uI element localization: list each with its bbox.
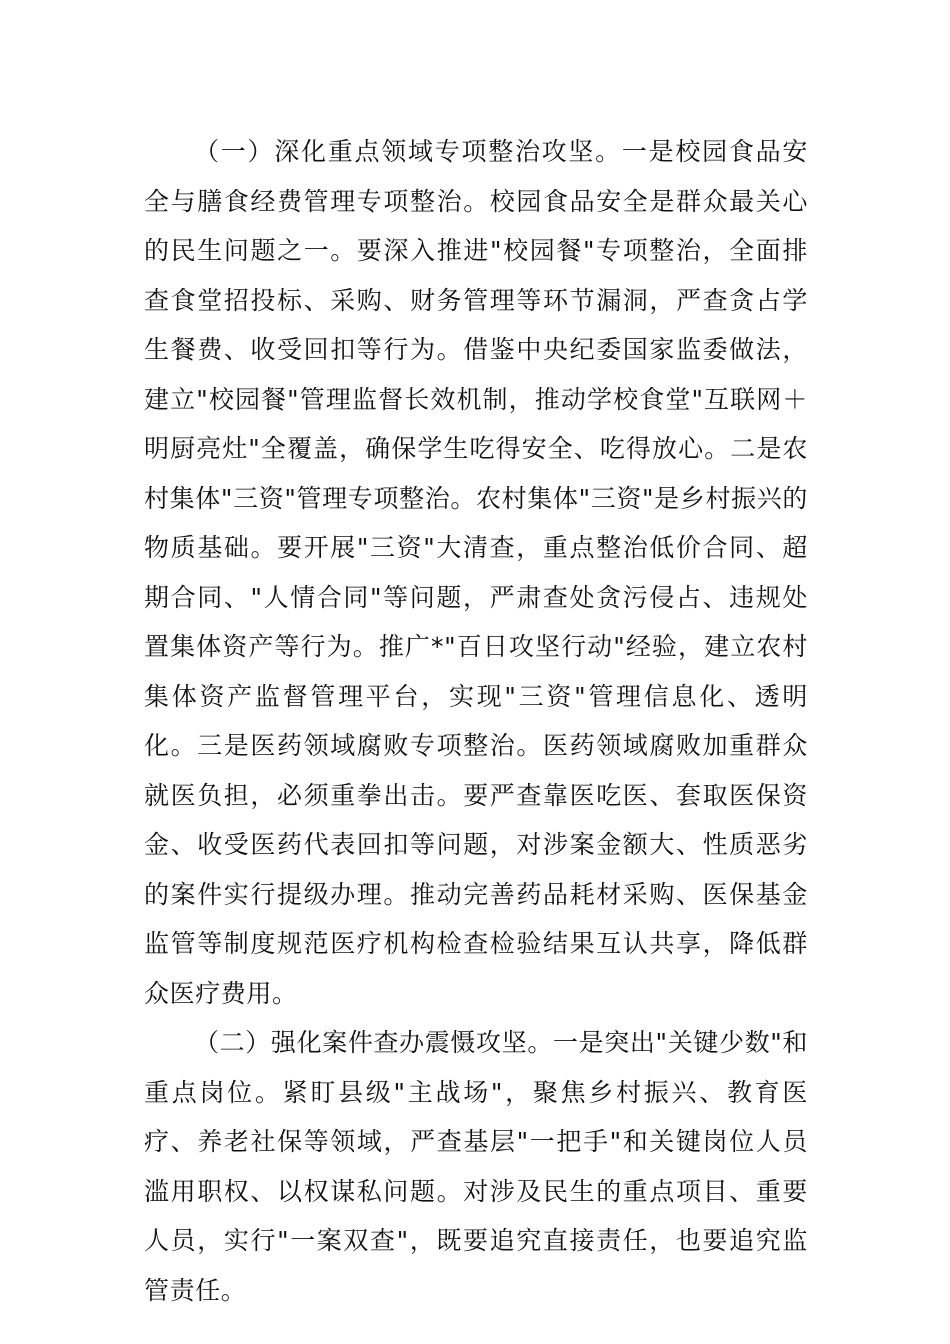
document-body bbox=[144, 127, 808, 1315]
paragraph-case-investigation: （二）强化案件查办震慑攻坚。一是突出"关键少数"和重点岗位。紧盯县级"主战场"，聚焦乡村振兴、教育医疗、养老社保等领域，严查基层"一把手"和关键岗位人员滥用职权、以权谋私问题。对涉及民生的重点项目、重要人员，实行"一案双查"，既要追究直接责任，也要追究监管责任。 bbox=[144, 1028, 808, 1305]
paragraph-special-rectification: （一）深化重点领域专项整治攻坚。一是校园食品安全与膳食经费管理专项整治。校园食品安全是群众最关心的民生问题之一。要深入推进"校园餐"专项整治，全面排查食堂招投标、采购、财务管理等环节漏洞，严查贪占学生餐费、收受回扣等行为。借鉴中央纪委国家监委做法，建立"校园餐"管理监督长效机制，推动学校食堂"互联网＋明厨亮灶"全覆盖，确保学生吃得安全、吃得放心。二是农村集体"三资"管理专项整治。农村集体"三资"是乡村振兴的物质基础。要开展"三资"大清查，重点整治低价合同、超期合同、"人情合同"等问题，严肃查处贪污侵占、违规处置集体资产等行为。推广*"百日攻坚行动"经验，建立农村集体资产监督管理平台，实现"三资"管理信息化、透明化。三是医药领域腐败专项整治。医药领域腐败加重群众就医负担，必须重拳出击。要严查靠医吃医、套取医保资金、收受医药代表回扣等问题，对涉案金额大、性质恶劣的案件实行提级办理。推动完善药品耗材采购、医保基金监管等制度规范医疗机构检查检验结果互认共享，降低群众医疗费用。 bbox=[144, 137, 808, 1008]
